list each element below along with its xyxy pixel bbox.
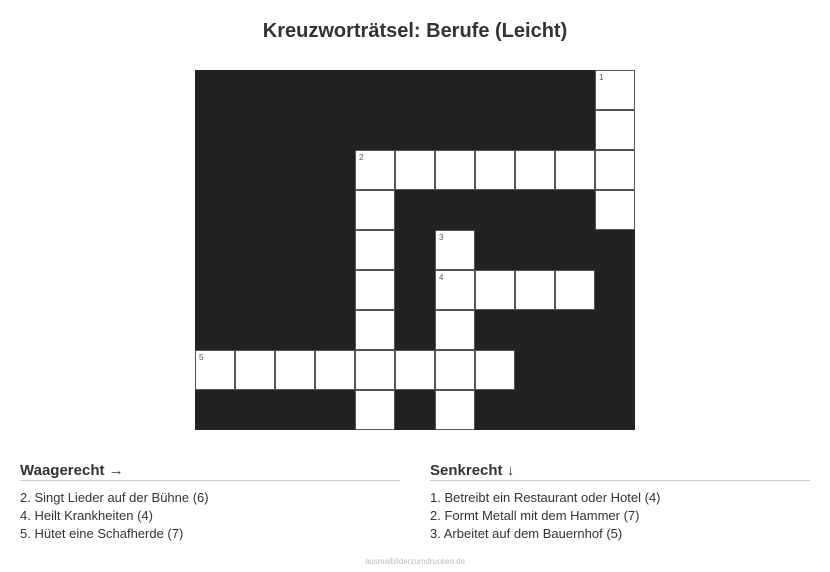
grid-block (555, 110, 595, 150)
grid-block (195, 70, 235, 110)
across-clue: 5. Hütet eine Schafherde (7) (20, 526, 184, 541)
grid-block (515, 70, 555, 110)
grid-cell[interactable] (475, 270, 515, 310)
grid-block (555, 350, 595, 390)
grid-block (315, 270, 355, 310)
grid-cell[interactable] (595, 190, 635, 230)
grid-block (515, 230, 555, 270)
grid-cell[interactable] (595, 150, 635, 190)
grid-cell[interactable] (355, 150, 395, 190)
grid-block (235, 190, 275, 230)
crossword-grid (195, 70, 635, 430)
grid-cell[interactable] (235, 350, 275, 390)
grid-cell[interactable] (355, 350, 395, 390)
grid-block (315, 230, 355, 270)
grid-block (555, 70, 595, 110)
grid-block (195, 230, 235, 270)
grid-block (395, 230, 435, 270)
grid-cell[interactable] (435, 230, 475, 270)
grid-block (275, 390, 315, 430)
grid-block (555, 230, 595, 270)
grid-block (315, 110, 355, 150)
grid-cell[interactable] (475, 150, 515, 190)
clue-number: 2 (359, 153, 364, 162)
grid-block (195, 190, 235, 230)
grid-block (395, 70, 435, 110)
grid-block (235, 70, 275, 110)
grid-block (195, 390, 235, 430)
down-clue: 2. Formt Metall mit dem Hammer (7) (430, 508, 640, 523)
grid-block (515, 390, 555, 430)
grid-block (555, 390, 595, 430)
grid-block (355, 110, 395, 150)
grid-block (355, 70, 395, 110)
grid-cell[interactable] (435, 270, 475, 310)
grid-block (195, 150, 235, 190)
grid-block (235, 110, 275, 150)
grid-block (315, 190, 355, 230)
clue-number: 4 (439, 273, 444, 282)
grid-cell[interactable] (595, 110, 635, 150)
across-clues (20, 462, 400, 543)
grid-block (515, 310, 555, 350)
grid-cell[interactable] (355, 230, 395, 270)
grid-block (555, 190, 595, 230)
across-clue: 4. Heilt Krankheiten (4) (20, 508, 153, 523)
page-title: Kreuzworträtsel: Berufe (Leicht) (262, 20, 568, 42)
down-clue: 1. Betreibt ein Restaurant oder Hotel (4) (430, 490, 661, 505)
clue-number: 1 (599, 73, 604, 82)
grid-block (475, 390, 515, 430)
grid-block (515, 110, 555, 150)
grid-block (515, 190, 555, 230)
grid-block (475, 190, 515, 230)
grid-block (315, 70, 355, 110)
grid-cell[interactable] (395, 350, 435, 390)
grid-block (475, 70, 515, 110)
grid-block (395, 270, 435, 310)
grid-block (315, 310, 355, 350)
grid-block (475, 310, 515, 350)
grid-block (235, 390, 275, 430)
grid-block (275, 70, 315, 110)
grid-block (275, 230, 315, 270)
grid-block (235, 270, 275, 310)
grid-block (195, 270, 235, 310)
grid-cell[interactable] (275, 350, 315, 390)
grid-block (395, 390, 435, 430)
grid-block (595, 230, 635, 270)
grid-cell[interactable] (555, 270, 595, 310)
down-heading: Senkrecht ↓ (430, 462, 810, 481)
grid-block (595, 350, 635, 390)
grid-block (595, 310, 635, 350)
grid-block (275, 110, 315, 150)
grid-cell[interactable] (515, 150, 555, 190)
footer-credit: ausmalbilderzumdrucken.de (364, 557, 466, 566)
grid-block (275, 310, 315, 350)
grid-block (235, 230, 275, 270)
clue-number: 5 (199, 353, 204, 362)
grid-cell[interactable] (435, 390, 475, 430)
grid-block (195, 110, 235, 150)
grid-cell[interactable] (435, 350, 475, 390)
grid-block (275, 270, 315, 310)
across-clue: 2. Singt Lieder auf der Bühne (6) (20, 490, 209, 505)
grid-block (195, 310, 235, 350)
grid-block (235, 310, 275, 350)
grid-block (315, 390, 355, 430)
grid-cell[interactable] (515, 270, 555, 310)
grid-block (555, 310, 595, 350)
grid-block (515, 350, 555, 390)
across-heading: Waagerecht → (20, 462, 400, 481)
grid-cell[interactable] (315, 350, 355, 390)
grid-block (475, 110, 515, 150)
grid-block (395, 310, 435, 350)
grid-block (475, 230, 515, 270)
grid-block (435, 70, 475, 110)
down-clues (430, 462, 810, 543)
down-clue: 3. Arbeitet auf dem Bauernhof (5) (430, 526, 623, 541)
grid-block (315, 150, 355, 190)
grid-block (275, 150, 315, 190)
grid-cell[interactable] (475, 350, 515, 390)
grid-block (395, 190, 435, 230)
grid-cell[interactable] (435, 310, 475, 350)
grid-cell[interactable] (435, 150, 475, 190)
grid-block (595, 390, 635, 430)
grid-block (435, 110, 475, 150)
grid-cell[interactable] (355, 270, 395, 310)
grid-cell[interactable] (355, 390, 395, 430)
grid-block (395, 110, 435, 150)
grid-block (595, 270, 635, 310)
grid-block (435, 190, 475, 230)
grid-cell[interactable] (555, 150, 595, 190)
grid-cell[interactable] (195, 350, 235, 390)
grid-block (235, 150, 275, 190)
grid-cell[interactable] (595, 70, 635, 110)
grid-cell[interactable] (355, 190, 395, 230)
clue-number: 3 (439, 233, 444, 242)
grid-cell[interactable] (395, 150, 435, 190)
grid-cell[interactable] (355, 310, 395, 350)
grid-block (275, 190, 315, 230)
